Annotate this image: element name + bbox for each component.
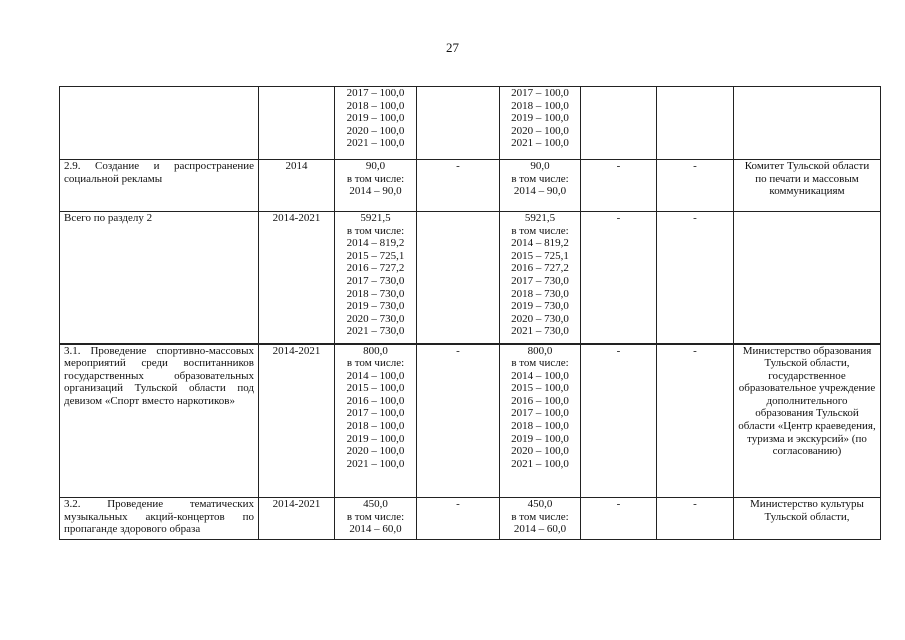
amount-line: 2021 – 730,0 [346,325,405,338]
amount-line: 2019 – 100,0 [511,432,569,445]
amount-line: 2019 – 100,0 [511,112,569,125]
amount-line: 2019 – 100,0 [346,112,405,125]
amount-line: 2020 – 730,0 [511,312,569,325]
table-row [60,212,881,344]
amount-line: 5921,5 [524,212,556,224]
amount-line: 2021 – 730,0 [511,325,569,338]
years-cell: 2014-2021 [259,498,335,540]
amount-line: 2018 – 100,0 [511,99,569,112]
total-funding-cell [335,212,417,344]
total-funding-cell [335,344,417,498]
total-funding-cell [335,498,417,540]
federal-budget-cell [417,212,500,344]
amount-line: 2021 – 100,0 [511,457,569,470]
table-row [60,160,881,212]
measure-name-cell: 3.2. Проведение тематических музыкальных акций-концертов по пропаганде здорового образа [60,498,259,540]
federal-budget-cell: - [417,344,500,498]
regional-budget-cell [500,212,581,344]
amount-line: 2014 – 819,2 [346,237,405,250]
table-row [60,498,881,540]
federal-budget-cell: - [417,498,500,540]
measure-name-cell: Всего по разделу 2 [60,212,259,344]
extrabudget-cell: - [657,344,734,498]
amount-line: 2019 – 100,0 [346,432,405,445]
amount-line: 2021 – 100,0 [346,457,405,470]
regional-budget-cell [500,344,581,498]
local-budget-cell: - [581,344,657,498]
years-cell: 2014 [259,160,335,212]
regional-budget-cell [500,498,581,540]
regional-budget-cell [500,87,581,160]
amount-line: в том числе: [346,510,405,523]
amount-line: 2015 – 725,1 [346,249,405,262]
amount-line: 2014 – 90,0 [349,185,402,198]
amount-line: 2021 – 100,0 [511,137,569,150]
amount-line: 2014 – 60,0 [513,523,567,536]
amount-line: 2017 – 100,0 [346,407,405,420]
amount-line: в том числе: [511,510,569,523]
measure-name-cell: 3.1. Проведение спортивно-массовых мероприятий среди воспитанников государственных образовательных организаций Тульской области под девизом «Спорт вместо наркотиков» [60,344,259,498]
measure-name-cell [60,87,259,160]
amount-line: 2018 – 100,0 [511,420,569,433]
amount-line: в том числе: [511,357,569,370]
amount-line: 2017 – 730,0 [511,274,569,287]
amount-line: 2020 – 100,0 [511,124,569,137]
amount-line: 2019 – 730,0 [346,300,405,313]
amount-line: 2016 – 100,0 [346,394,405,407]
amount-line: 800,0 [527,344,553,357]
amount-line: в том числе: [346,357,405,370]
amount-line: 2014 – 60,0 [349,523,402,536]
local-budget-cell: - [581,498,657,540]
amount-line: 2019 – 730,0 [511,300,569,313]
years-cell: 2014-2021 [259,344,335,498]
amount-line: 2020 – 100,0 [346,445,405,458]
amount-line: 2018 – 100,0 [346,99,405,112]
amount-line: 2020 – 100,0 [511,445,569,458]
amount-line: 2016 – 727,2 [346,262,405,275]
regional-budget-cell [500,160,581,212]
amount-line: 90,0 [530,160,550,172]
amount-line: 2021 – 100,0 [346,137,405,150]
amount-line: 2015 – 725,1 [511,249,569,262]
amount-line: 450,0 [363,498,388,510]
amount-line: 2018 – 730,0 [511,287,569,300]
executor-cell [734,87,881,160]
table-row [60,87,881,160]
executor-cell: Комитет Тульской области по печати и массовым коммуникациям [734,160,881,212]
extrabudget-cell: - [657,160,734,212]
federal-budget-cell: - [417,160,500,212]
amount-line: 2015 – 100,0 [511,382,569,395]
executor-cell [734,212,881,344]
amount-line: 5921,5 [360,212,391,224]
amount-line: 2018 – 730,0 [346,287,405,300]
amount-line: 800,0 [363,344,388,357]
local-budget-cell [581,87,657,160]
amount-line: 2020 – 730,0 [346,312,405,325]
executor-cell: Министерство культуры Тульской области, [734,498,881,540]
amount-line: 2020 – 100,0 [346,124,405,137]
amount-line: 2014 – 100,0 [511,369,569,382]
total-funding-cell [335,87,417,160]
amount-line: 2014 – 90,0 [513,185,567,198]
amount-line: в том числе: [511,172,569,185]
federal-budget-cell [417,87,500,160]
extrabudget-cell [657,87,734,160]
years-cell: 2014-2021 [259,212,335,344]
amount-line: 90,0 [365,160,386,172]
total-funding-cell [335,160,417,212]
extrabudget-cell: - [657,212,734,344]
amount-line: 450,0 [527,498,553,510]
amount-line: 2016 – 100,0 [511,394,569,407]
amount-line: в том числе: [346,224,405,237]
amount-line: 2016 – 727,2 [511,262,569,275]
extrabudget-cell: - [657,498,734,540]
page-number: 27 [446,40,459,55]
amount-line: 2017 – 100,0 [511,407,569,420]
years-cell [259,87,335,160]
amount-line: в том числе: [511,224,569,237]
budget-table [59,86,881,540]
measure-name-cell: 2.9. Создание и распространение социальной рекламы [60,160,259,212]
amount-line: 2018 – 100,0 [346,420,405,433]
table-row [60,344,881,498]
amount-line: 2014 – 819,2 [511,237,569,250]
local-budget-cell: - [581,212,657,344]
amount-line: в том числе: [346,172,405,185]
amount-line: 2017 – 730,0 [346,274,405,287]
executor-cell: Министерство образования Тульской области, государственное образовательное учреждение дополнительного образования Тульской области «Центр краеведения, туризма и экскурсий» (по согласованию) [734,344,881,498]
amount-line: 2015 – 100,0 [346,382,405,395]
amount-line: 2017 – 100,0 [346,87,405,99]
amount-line: 2017 – 100,0 [511,87,569,99]
amount-line: 2014 – 100,0 [346,369,405,382]
local-budget-cell: - [581,160,657,212]
